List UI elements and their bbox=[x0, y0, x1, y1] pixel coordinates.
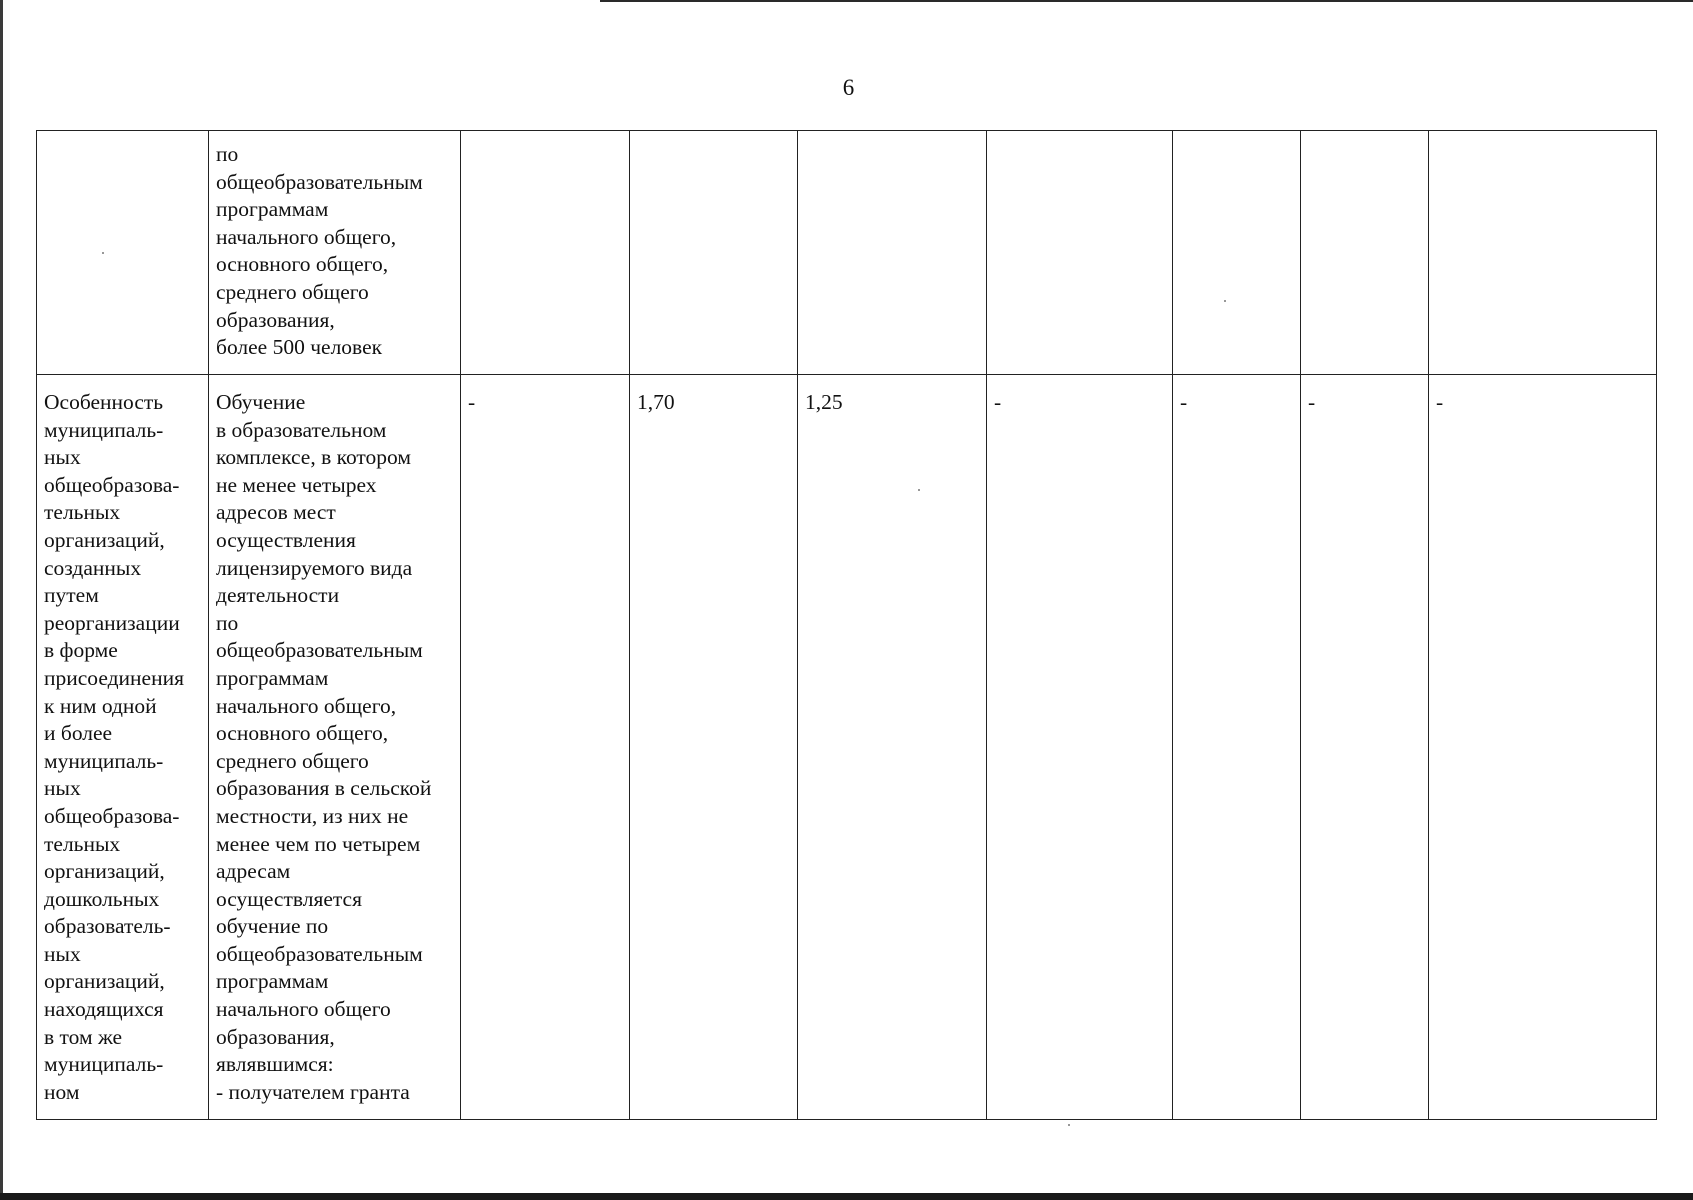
scan-edge-bottom bbox=[0, 1193, 1693, 1200]
table-cell-value: 1,25 bbox=[798, 375, 987, 1120]
scan-edge-left bbox=[0, 0, 3, 1200]
table-cell-value: - bbox=[461, 375, 630, 1120]
table-cell-value bbox=[630, 131, 798, 375]
table-cell-value bbox=[1429, 131, 1657, 375]
table-row bbox=[37, 131, 1657, 375]
table-cell-value: - bbox=[1301, 375, 1429, 1120]
table-cell-value: - bbox=[987, 375, 1173, 1120]
table-cell-value bbox=[987, 131, 1173, 375]
scan-speck bbox=[1224, 300, 1226, 302]
scan-speck bbox=[102, 252, 104, 254]
table-cell-description: по общеобразовательным программам начального общего, основного общего, среднего общего образования, более 500 человек bbox=[209, 131, 461, 375]
scan-speck bbox=[918, 489, 920, 491]
table-cell-criterion bbox=[37, 131, 209, 375]
table-cell-criterion: Особенность муниципаль- ных общеобразова- тельных организаций, созданных путем реорганизации в форме присоединения к ним одной и более муниципаль- ных общеобразова- тельных организаций, дошкольных образователь- ных организаций, находящихся в том же муниципаль- ном bbox=[37, 375, 209, 1120]
table-cell-description: Обучение в образовательном комплексе, в котором не менее четырех адресов мест осуществления лицензируемого вида деятельности по общеобразовательным программам начального общего, основного общего, среднего общего образования в сельской местности, из них не менее чем по четырем адресам осуществляется обучение по общеобразовательным программам начального общего образования, являвшимся: - получателем гранта bbox=[209, 375, 461, 1120]
page-number: 6 bbox=[842, 75, 855, 100]
table-row bbox=[37, 375, 1657, 1120]
table-cell-value: - bbox=[1173, 375, 1301, 1120]
table-cell-value: 1,70 bbox=[630, 375, 798, 1120]
table-cell-value bbox=[461, 131, 630, 375]
scan-edge-top bbox=[600, 0, 1693, 2]
scan-speck bbox=[1068, 1124, 1070, 1126]
table-cell-value: - bbox=[1429, 375, 1657, 1120]
table-cell-value bbox=[798, 131, 987, 375]
coefficient-table bbox=[36, 130, 1657, 1120]
table-cell-value bbox=[1173, 131, 1301, 375]
table-cell-value bbox=[1301, 131, 1429, 375]
